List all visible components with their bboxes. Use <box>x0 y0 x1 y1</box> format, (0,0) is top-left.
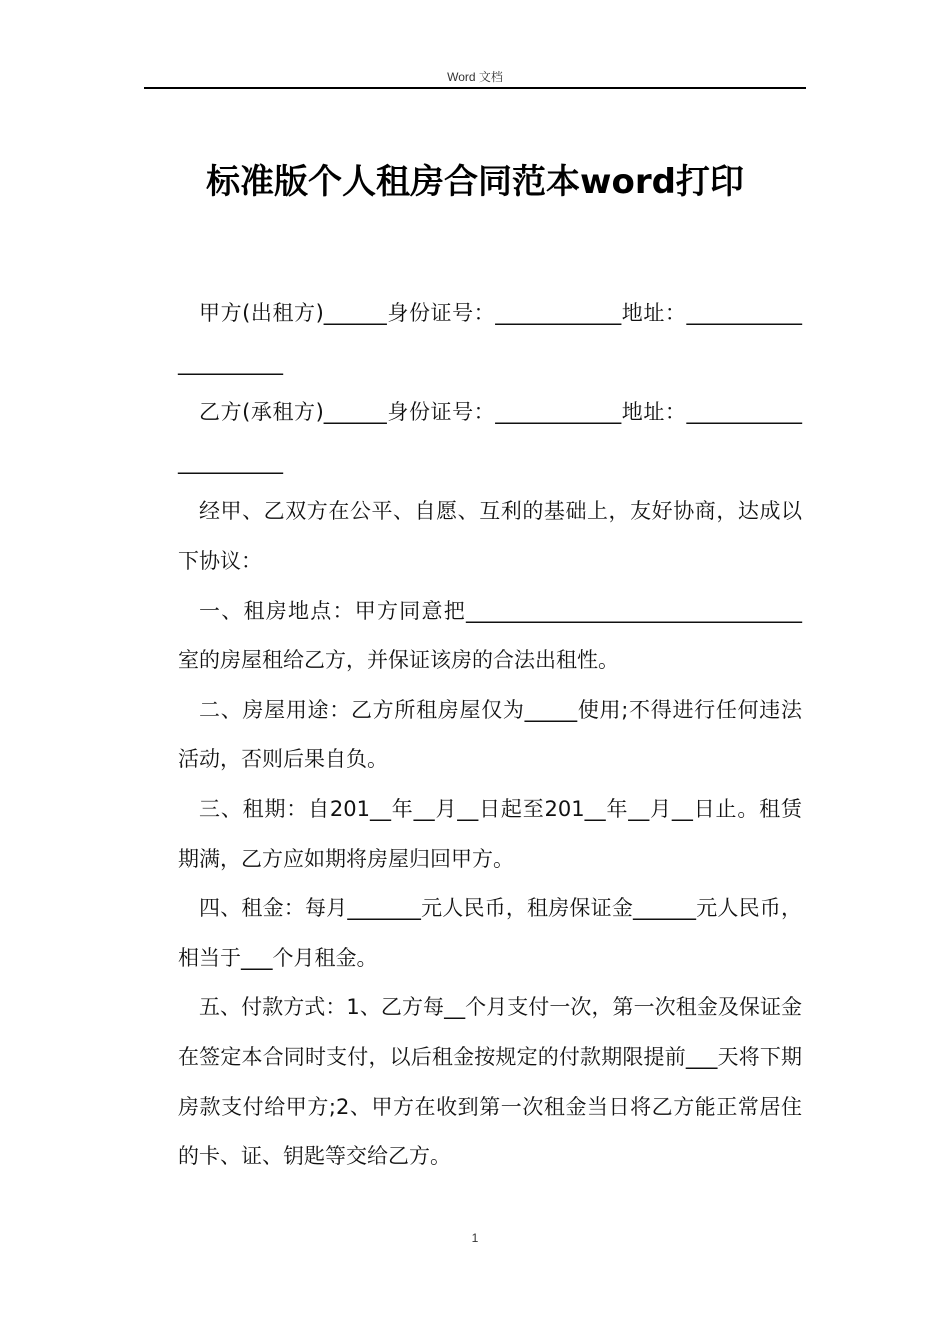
clause-location: 一、租房地点：甲方同意把________________________________室的房屋租给乙方，并保证该房的合法出租性。 <box>178 598 802 673</box>
clause-term: 三、租期：自201__年__月__日起至201__年__月__日止。租赁期满，乙方应如期将房屋归回甲方。 <box>178 796 802 871</box>
clause-rent: 四、租金：每月_______元人民币，租房保证金______元人民币，相当于___个月租金。 <box>178 896 802 970</box>
party-b-line: 乙方(承租方)______身份证号：____________地址：_____________________ <box>178 400 802 474</box>
page-header-label: Word 文档 <box>447 70 503 84</box>
document-title: 标准版个人租房合同范本word打印 <box>206 162 744 202</box>
page-number: 1 <box>471 1231 479 1245</box>
clause-payment: 五、付款方式：1、乙方每__个月支付一次，第一次租金及保证金在签定本合同时支付，以后租金按规定的付款期限提前___天将下期房款支付给甲方;2、甲方在收到第一次租金当日将乙方能正常居住的卡、证、钥匙等交给乙方。 <box>178 995 802 1169</box>
party-a-line: 甲方(出租方)______身份证号：____________地址：_____________________ <box>178 301 802 375</box>
agreement-intro: 经甲、乙双方在公平、自愿、互利的基础上，友好协商，达成以下协议： <box>178 499 802 573</box>
header-divider <box>144 87 806 89</box>
document-body <box>178 289 802 1182</box>
clause-usage: 二、房屋用途：乙方所租房屋仅为_____使用;不得进行任何违法活动，否则后果自负。 <box>178 697 802 772</box>
